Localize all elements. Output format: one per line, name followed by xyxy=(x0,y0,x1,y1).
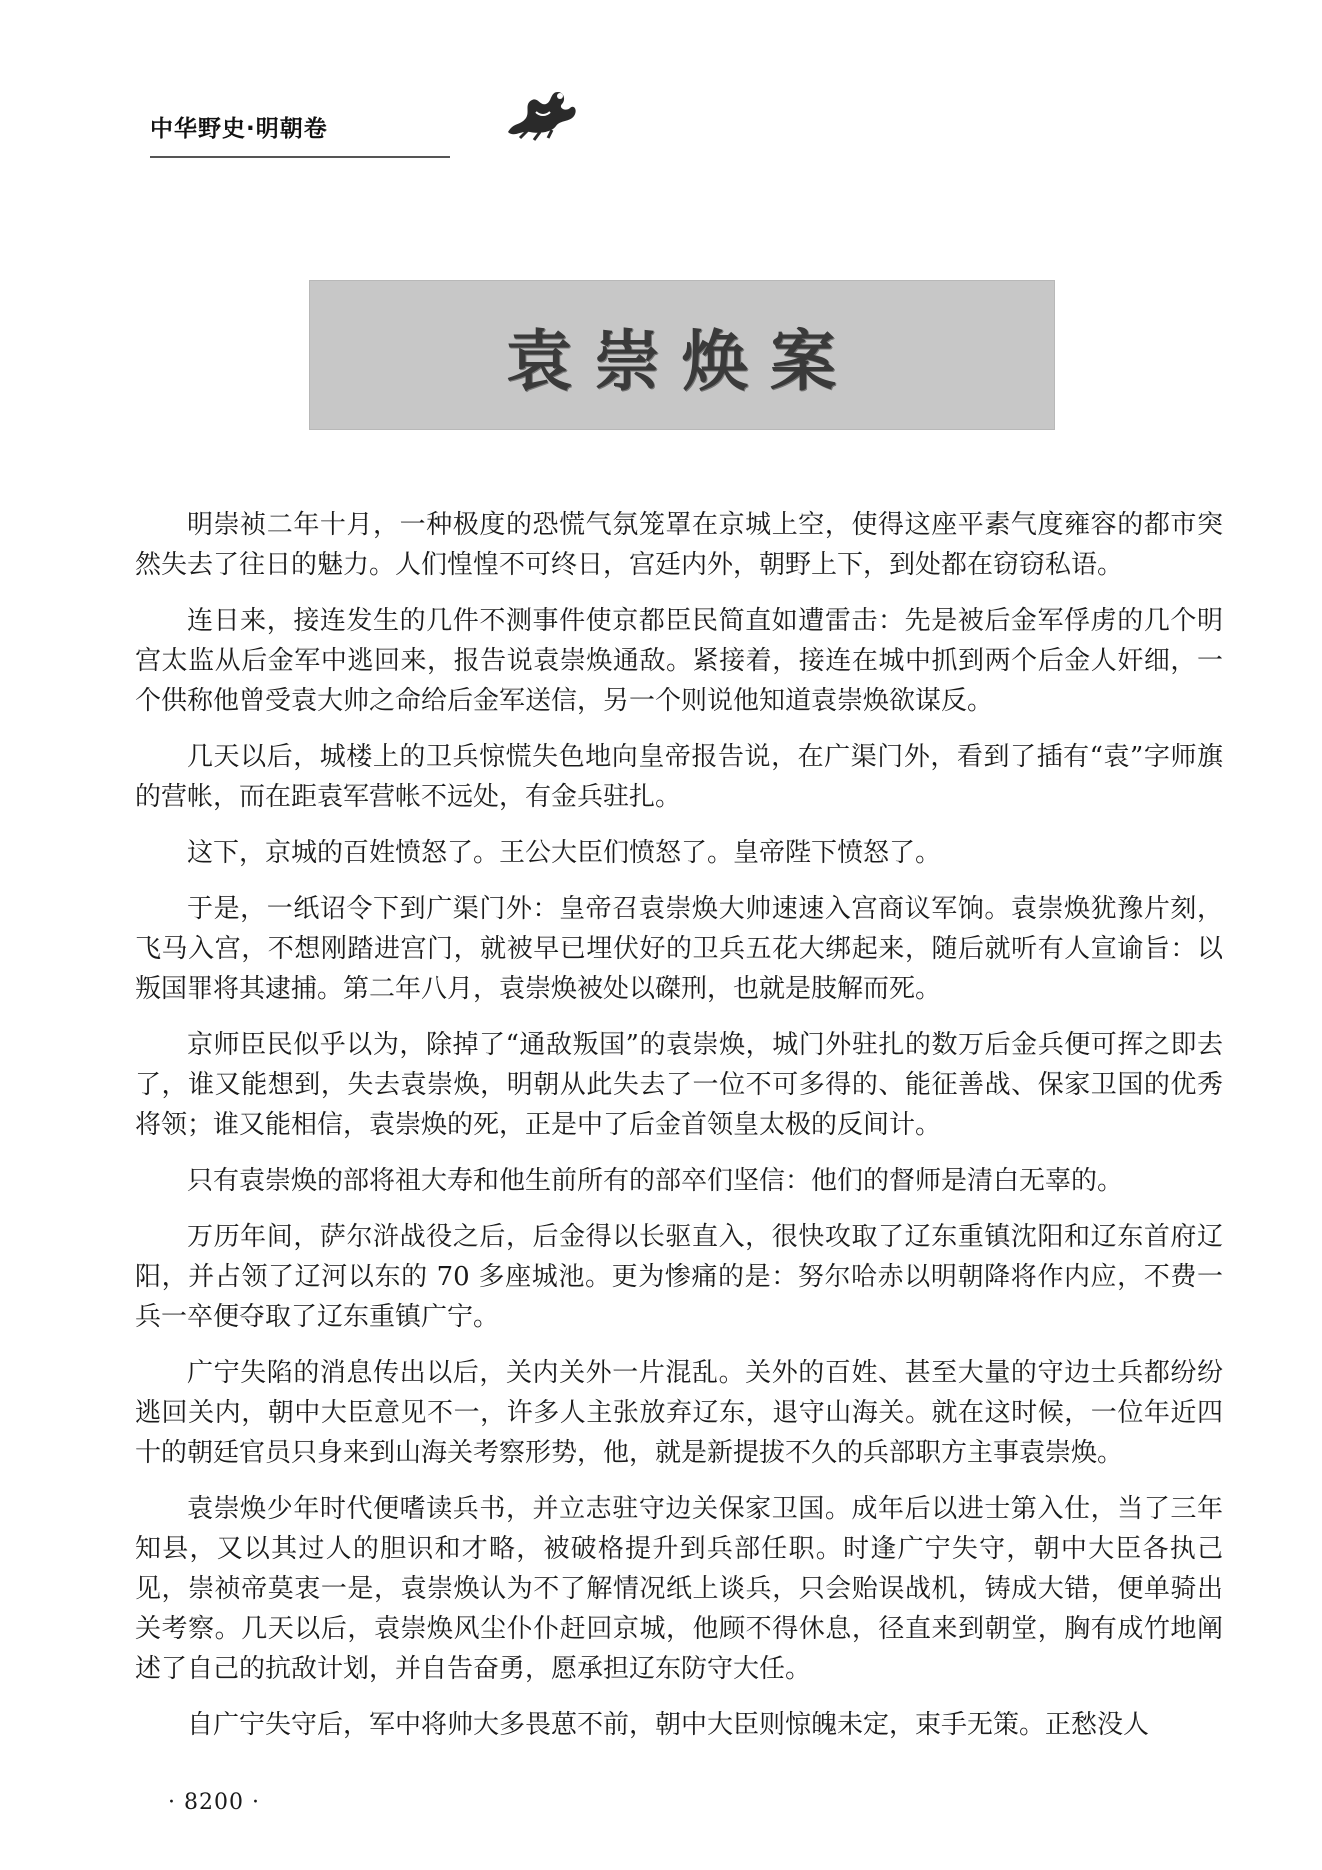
paragraph: 于是，一纸诏令下到广渠门外：皇帝召袁崇焕大帅速速入宫商议军饷。袁崇焕犹豫片刻，飞马入宫，不想刚踏进宫门，就被早已埋伏好的卫兵五花大绑起来，随后就听有人宣谕旨：以叛国罪将其逮捕。第二年八月，袁崇焕被处以磔刑，也就是肢解而死。 xyxy=(135,894,1223,1004)
paragraph: 明崇祯二年十月，一种极度的恐慌气氛笼罩在京城上空，使得这座平素气度雍容的都市突然失去了往日的魅力。人们惶惶不可终日，宫廷内外，朝野上下，到处都在窃窃私语。 xyxy=(135,510,1223,580)
paragraph: 只有袁崇焕的部将祖大寿和他生前所有的部卒们坚信：他们的督师是清白无辜的。 xyxy=(187,1166,1124,1196)
paragraph: 京师臣民似乎以为，除掉了“通敌叛国”的袁崇焕，城门外驻扎的数万后金兵便可挥之即去了，谁又能想到，失去袁崇焕，明朝从此失去了一位不可多得的、能征善战、保家卫国的优秀将领；谁又能相信，袁崇焕的死，正是中了后金首领皇太极的反间计。 xyxy=(135,1030,1223,1140)
paragraph: 几天以后，城楼上的卫兵惊慌失色地向皇帝报告说，在广渠门外，看到了插有“袁”字师旗的营帐，而在距袁军营帐不远处，有金兵驻扎。 xyxy=(135,742,1223,812)
header-rule xyxy=(150,156,450,158)
page-footer xyxy=(168,1790,260,1815)
dragon-emblem-icon xyxy=(500,82,584,144)
paragraph: 这下，京城的百姓愤怒了。王公大臣们愤怒了。皇帝陛下愤怒了。 xyxy=(187,838,942,868)
book-title: 中华野史·明朝卷 xyxy=(150,116,328,142)
paragraph: 万历年间，萨尔浒战役之后，后金得以长驱直入，很快攻取了辽东重镇沈阳和辽东首府辽阳，并占领了辽河以东的 70 多座城池。更为惨痛的是：努尔哈赤以明朝降将作内应，不费一兵一卒便夺取了辽东重镇广宁。 xyxy=(135,1222,1223,1332)
running-header xyxy=(150,110,328,143)
article-body xyxy=(135,505,1223,1761)
chapter-title-box xyxy=(309,280,1055,430)
footer-dot: · xyxy=(168,1790,184,1815)
footer-dot: · xyxy=(244,1790,260,1815)
chapter-title: 袁崇焕案 xyxy=(506,321,858,400)
paragraph: 自广宁失守后，军中将帅大多畏葸不前，朝中大臣则惊魄未定，束手无策。正愁没人 xyxy=(187,1710,1150,1740)
paragraph: 袁崇焕少年时代便嗜读兵书，并立志驻守边关保家卫国。成年后以进士第入仕，当了三年知县，又以其过人的胆识和才略，被破格提升到兵部任职。时逢广宁失守，朝中大臣各执己见，崇祯帝莫衷一是，袁崇焕认为不了解情况纸上谈兵，只会贻误战机，铸成大错，便单骑出关考察。几天以后，袁崇焕风尘仆仆赶回京城，他顾不得休息，径直来到朝堂，胸有成竹地阐述了自己的抗敌计划，并自告奋勇，愿承担辽东防守大任。 xyxy=(135,1494,1223,1684)
paragraph: 广宁失陷的消息传出以后，关内关外一片混乱。关外的百姓、甚至大量的守边士兵都纷纷逃回关内，朝中大臣意见不一，许多人主张放弃辽东，退守山海关。就在这时候，一位年近四十的朝廷官员只身来到山海关考察形势，他，就是新提拔不久的兵部职方主事袁崇焕。 xyxy=(135,1358,1223,1468)
paragraph: 连日来，接连发生的几件不测事件使京都臣民简直如遭雷击：先是被后金军俘虏的几个明宫太监从后金军中逃回来，报告说袁崇焕通敌。紧接着，接连在城中抓到两个后金人奸细，一个供称他曾受袁大帅之命给后金军送信，另一个则说他知道袁崇焕欲谋反。 xyxy=(135,606,1223,716)
page-number: 8200 xyxy=(184,1790,244,1815)
